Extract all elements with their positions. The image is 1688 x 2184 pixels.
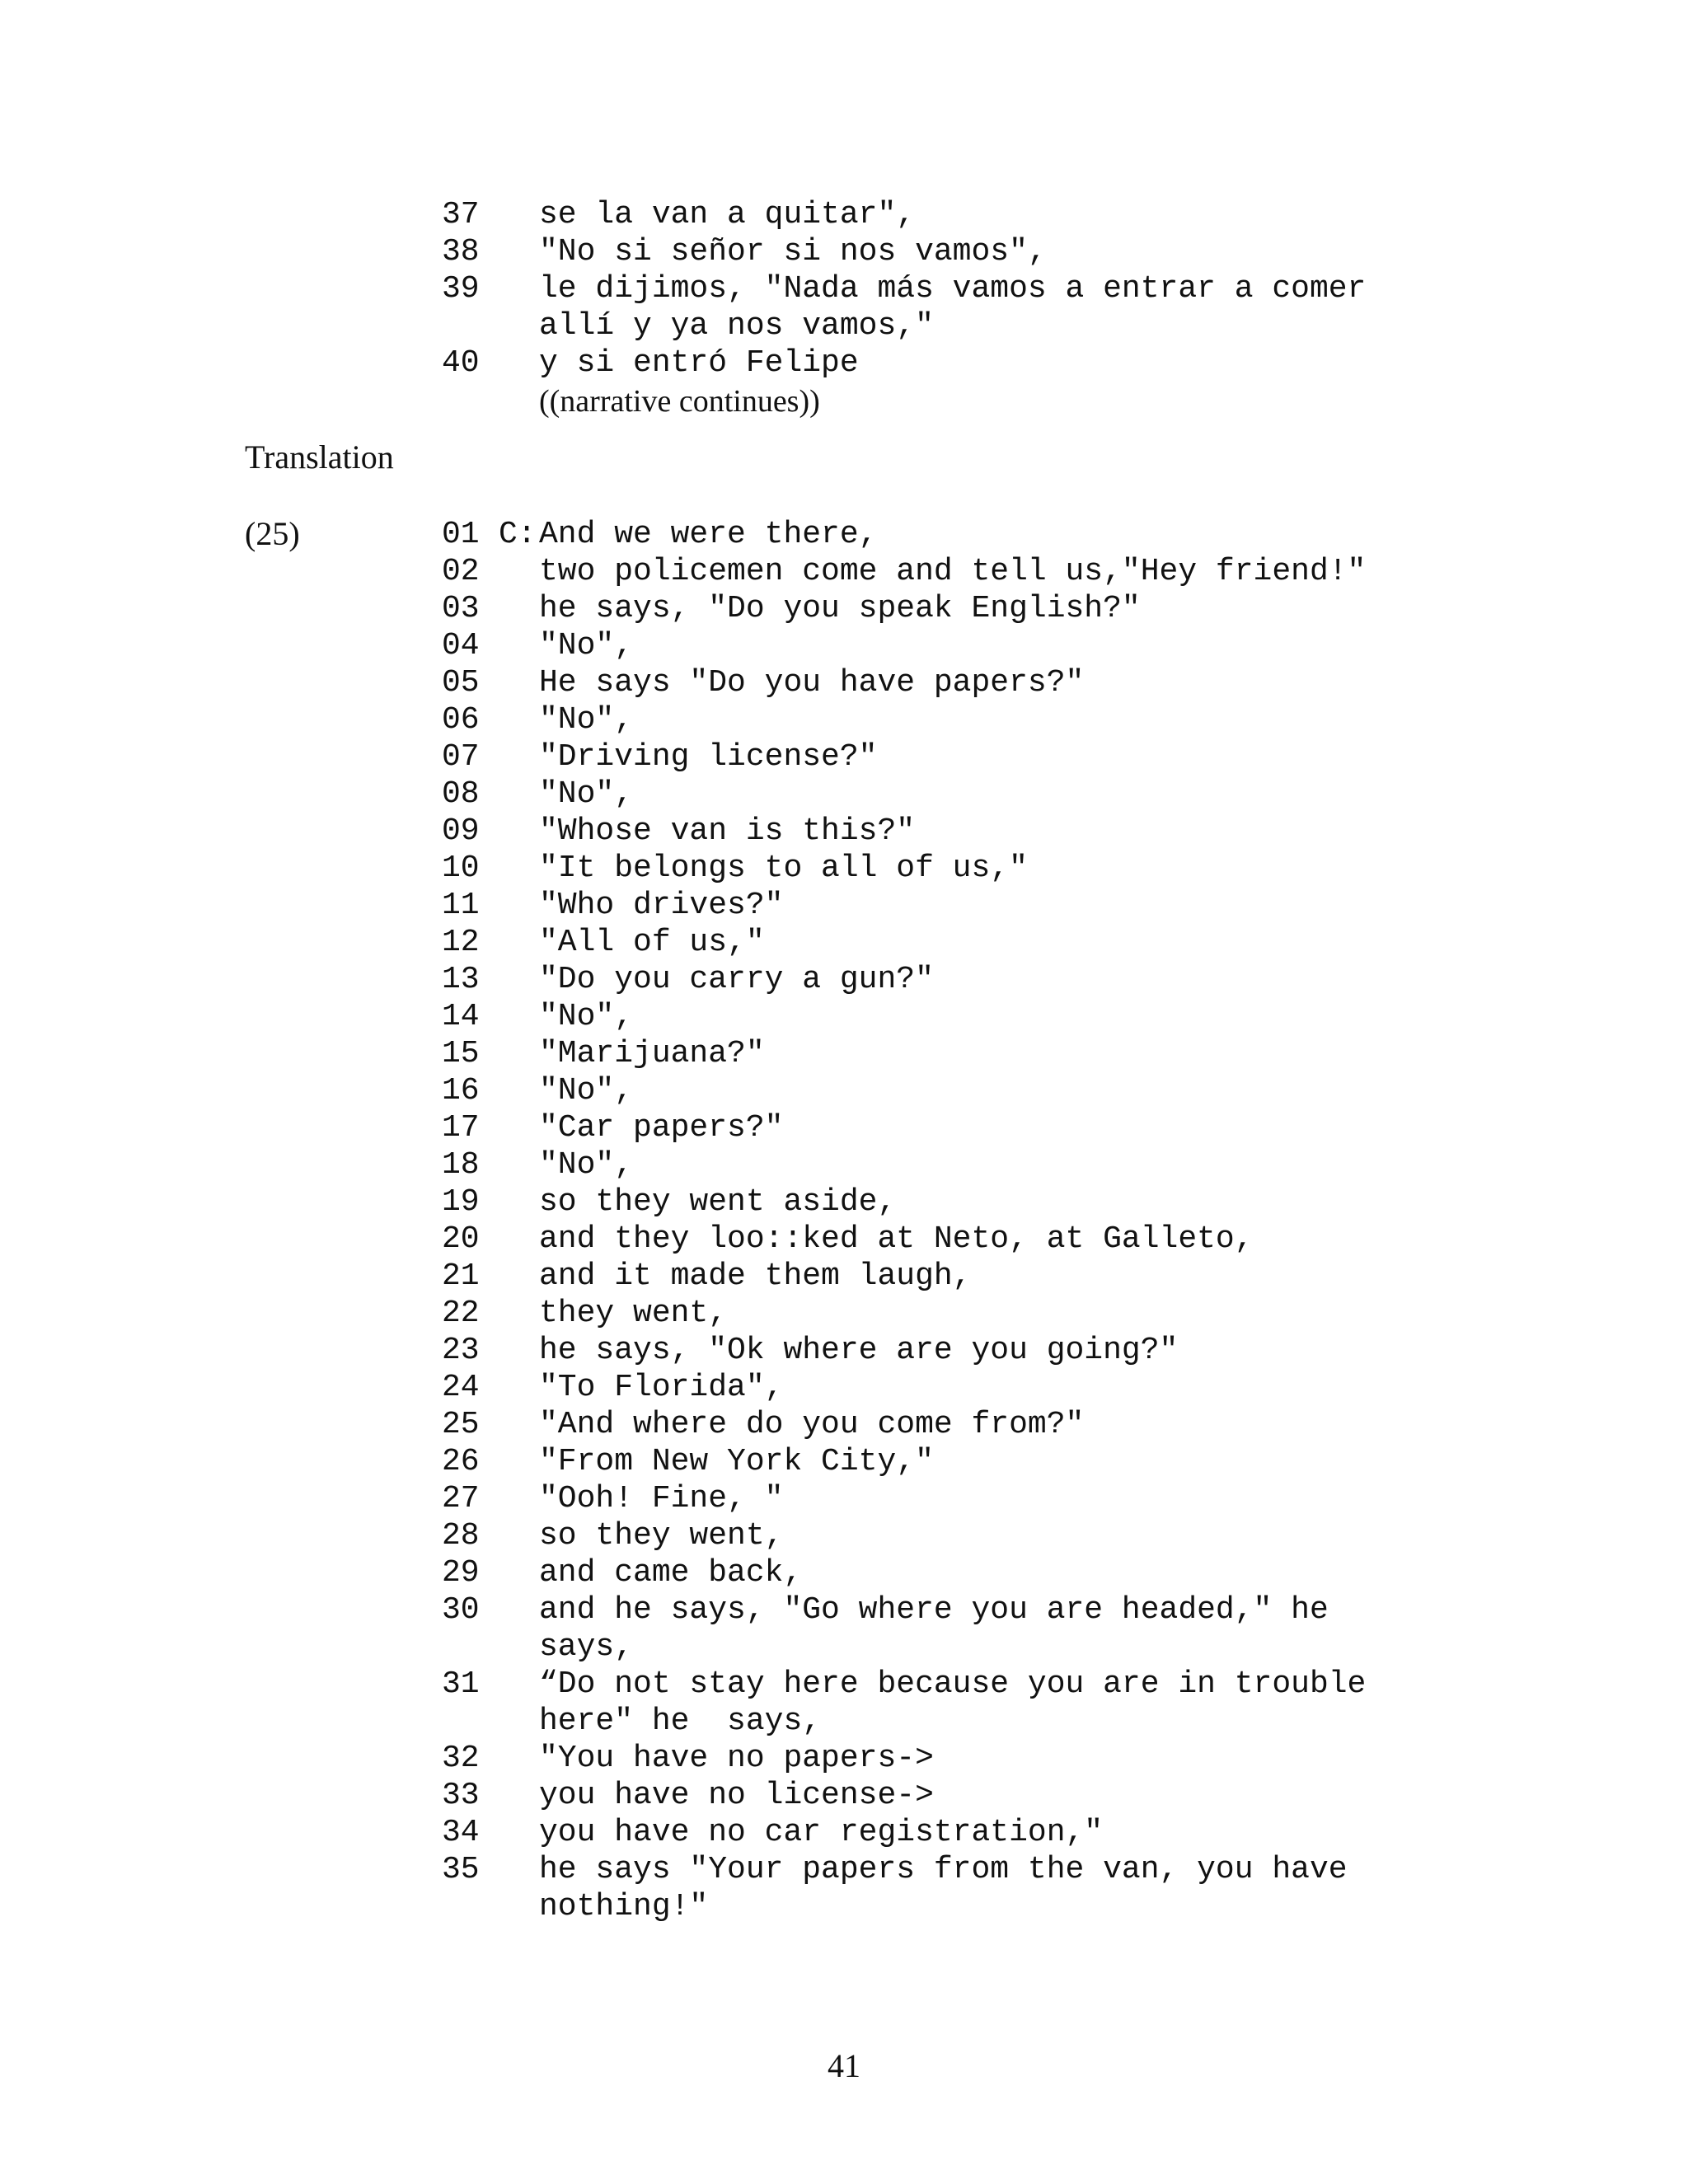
line-text: He says "Do you have papers?" [539,665,1085,701]
transcript-line [0,590,1688,627]
transcript-line [0,887,1688,924]
line-number: 38 [442,234,480,269]
transcript-line [0,1072,1688,1109]
transcript-line [0,1295,1688,1332]
line-number: 01 [442,517,480,552]
transcript-line [0,1517,1688,1554]
line-text: two policemen come and tell us,"Hey friend!" [539,554,1367,589]
line-number: 11 [442,888,480,923]
line-text: he says, "Do you speak English?" [539,591,1141,626]
line-text: and he says, "Go where you are headed," he [539,1592,1329,1628]
line-number: 33 [442,1778,480,1813]
transcript-line [0,307,1688,344]
line-number: 28 [442,1518,480,1554]
transcript-line [0,998,1688,1035]
transcript-line [0,344,1688,382]
transcript-line [0,270,1688,307]
transcript-line [0,1332,1688,1369]
transcript-line [0,1146,1688,1183]
transcript-line [0,196,1688,233]
transcript-line [0,553,1688,590]
transcript-line [0,776,1688,813]
transcript-line [0,1480,1688,1517]
transcript-line [0,1183,1688,1221]
line-text: "And where do you come from?" [539,1407,1085,1442]
line-number: 03 [442,591,480,626]
line-number: 15 [442,1036,480,1071]
transcript-line [0,1591,1688,1629]
line-number: 34 [442,1815,480,1850]
line-number: 04 [442,628,480,663]
line-text: "Marijuana?" [539,1036,765,1071]
line-text: "Driving license?" [539,739,878,775]
line-text: "No si señor si nos vamos", [539,234,1047,269]
line-text: "From New York City," [539,1444,934,1479]
transcript-line [0,627,1688,664]
line-number: 40 [442,345,480,381]
line-text: nothing!" [539,1889,709,1924]
transcript-line [0,1629,1688,1666]
line-text: “Do not stay here because you are in trouble [539,1666,1367,1702]
line-number: 37 [442,197,480,232]
line-number: 13 [442,962,480,997]
transcript-line [0,961,1688,998]
line-text: "All of us," [539,925,765,960]
transcript-line [0,701,1688,738]
line-text: "No", [539,628,634,663]
example-label: (25) [245,515,300,552]
line-text: "Who drives?" [539,888,784,923]
line-number: 35 [442,1852,480,1887]
transcript-line [0,1554,1688,1591]
line-number: 02 [442,554,480,589]
line-text: "No", [539,702,634,738]
line-number: 31 [442,1666,480,1702]
transcript-line [0,1369,1688,1406]
speaker-label: C: [499,517,537,552]
line-number: 07 [442,739,480,775]
line-text: says, [539,1629,634,1665]
transcript-line [0,1443,1688,1480]
line-text: and it made them laugh, [539,1258,972,1294]
line-number: 09 [442,813,480,849]
line-number: 21 [442,1258,480,1294]
transcript-line [0,1109,1688,1146]
line-number: 27 [442,1481,480,1516]
transcript-line [0,924,1688,961]
line-text: "Car papers?" [539,1110,784,1146]
transcript-line [0,1406,1688,1443]
line-number: 08 [442,776,480,812]
line-number: 32 [442,1741,480,1776]
line-text: you have no car registration," [539,1815,1104,1850]
line-text: you have no license-> [539,1778,934,1813]
line-number: 23 [442,1333,480,1368]
line-number: 26 [442,1444,480,1479]
line-text: "No", [539,1147,634,1183]
transcript-line [0,1851,1688,1888]
line-number: 29 [442,1555,480,1591]
transcript-line [0,1777,1688,1814]
line-number: 30 [442,1592,480,1628]
line-number: 22 [442,1296,480,1331]
transcript-line [0,664,1688,701]
transcript-line [0,1258,1688,1295]
line-number: 10 [442,851,480,886]
line-text: so they went, [539,1518,784,1554]
line-text: "No", [539,999,634,1034]
line-text: and came back, [539,1555,803,1591]
line-number: 19 [442,1184,480,1220]
line-text: "To Florida", [539,1370,784,1405]
transcript-line [0,1888,1688,1925]
line-number: 24 [442,1370,480,1405]
transcript-line [0,738,1688,776]
transcript-line [0,850,1688,887]
transcript-line [0,233,1688,270]
line-number: 14 [442,999,480,1034]
page-number: 41 [828,2047,860,2084]
transcript-line [0,516,1688,553]
line-number: 05 [442,665,480,701]
line-text: "Whose van is this?" [539,813,916,849]
line-number: 17 [442,1110,480,1146]
line-text: "No", [539,776,634,812]
line-text: y si entró Felipe [539,345,859,381]
original-transcript [0,196,1688,382]
transcript-line [0,1035,1688,1072]
transcript-line [0,1740,1688,1777]
section-heading: Translation [245,438,394,476]
line-text: he says "Your papers from the van, you have [539,1852,1348,1887]
line-text: so they went aside, [539,1184,897,1220]
line-text: and they loo::ked at Neto, at Galleto, [539,1221,1254,1257]
line-text: "Ooh! Fine, " [539,1481,784,1516]
transcript-line [0,1814,1688,1851]
line-text: "Do you carry a gun?" [539,962,934,997]
line-text: allí y ya nos vamos," [539,308,934,344]
line-number: 06 [442,702,480,738]
translation-transcript [0,516,1688,1925]
line-text: "No", [539,1073,634,1108]
line-number: 12 [442,925,480,960]
line-text: "It belongs to all of us," [539,851,1028,886]
line-number: 18 [442,1147,480,1183]
transcript-line [0,1703,1688,1740]
transcript-line [0,1666,1688,1703]
narrative-note: ((narrative continues)) [539,384,820,419]
line-text: "You have no papers-> [539,1741,934,1776]
line-text: he says, "Ok where are you going?" [539,1333,1179,1368]
transcript-line [0,813,1688,850]
line-number: 20 [442,1221,480,1257]
line-text: le dijimos, "Nada más vamos a entrar a comer [539,271,1367,307]
line-text: they went, [539,1296,728,1331]
line-text: And we were there, [539,517,878,552]
line-text: here" he says, [539,1704,822,1739]
line-text: se la van a quitar", [539,197,916,232]
transcript-line [0,1221,1688,1258]
line-number: 39 [442,271,480,307]
line-number: 16 [442,1073,480,1108]
line-number: 25 [442,1407,480,1442]
